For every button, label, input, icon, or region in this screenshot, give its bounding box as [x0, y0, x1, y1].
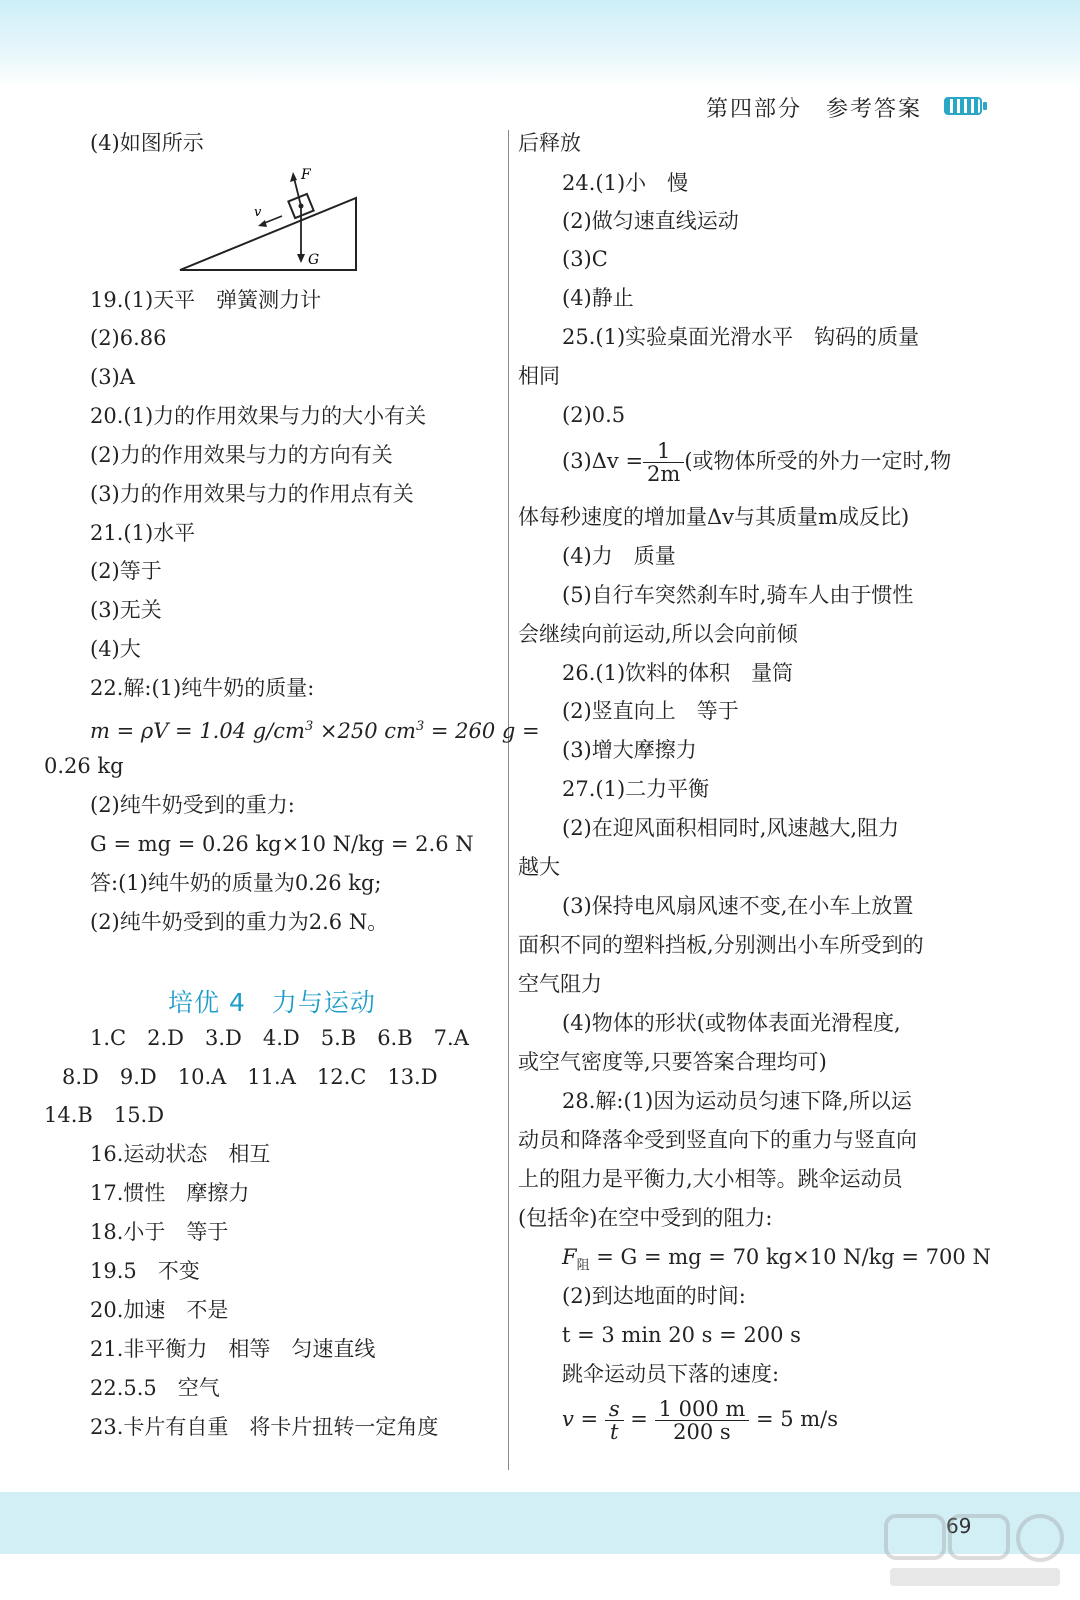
answer-line: 上的阻力是平衡力,大小相等。跳伞运动员 — [518, 1167, 903, 1191]
answer-line: 会继续向前运动,所以会向前倾 — [518, 622, 798, 646]
answer-line: (3)增大摩擦力 — [562, 738, 697, 762]
answer-line: 22.5.5 空气 — [90, 1376, 220, 1400]
answer-line: 18.小于 等于 — [90, 1220, 229, 1244]
answer-line: 后释放 — [518, 131, 581, 155]
answer-line: (2)纯牛奶受到的重力为2.6 N。 — [90, 910, 389, 934]
answer-line: 20.加速 不是 — [90, 1298, 229, 1322]
page-number: 69 — [946, 1514, 972, 1538]
answer-line: 21.非平衡力 相等 匀速直线 — [90, 1337, 376, 1361]
answer-line: (4)物体的形状(或物体表面光滑程度, — [562, 1011, 901, 1035]
answer-line: (包括伞)在空中受到的阻力: — [518, 1206, 773, 1230]
section-title: 培优 4 力与运动 — [168, 988, 376, 1017]
incline-ramp — [180, 198, 356, 270]
force-label: F — [301, 167, 311, 183]
answer-line: 19.5 不变 — [90, 1259, 200, 1283]
answer-line: 面积不同的塑料挡板,分别测出小车所受到的 — [518, 933, 924, 957]
answer-line: 空气阻力 — [518, 972, 602, 996]
answer-line: (2)在迎风面积相同时,风速越大,阻力 — [562, 816, 900, 840]
answer-line: 越大 — [518, 855, 560, 879]
answer-line: 24.(1)小 慢 — [562, 171, 689, 195]
answer-line: 动员和降落伞受到竖直向下的重力与竖直向 — [518, 1128, 917, 1152]
header-band — [0, 0, 1080, 88]
answer-line: (4)力 质量 — [562, 544, 676, 568]
header-title: 第四部分 参考答案 — [706, 97, 923, 122]
answer-line: (2)力的作用效果与力的方向有关 — [90, 443, 393, 467]
answer-line: 1.C 2.D 3.D 4.D 5.B 6.B 7.A — [90, 1026, 469, 1050]
answer-line: 16.运动状态 相互 — [90, 1142, 271, 1166]
answer-line: (2)竖直向上 等于 — [562, 699, 739, 723]
answer-line: 19.(1)天平 弹簧测力计 — [90, 288, 322, 312]
formula-line: $F_阻 = G$ = mg = 70 kg×10 N/kg = 700 N — [562, 1245, 991, 1274]
watermark-logo — [880, 1512, 1070, 1592]
answer-line: (4)大 — [90, 637, 141, 661]
answer-line: 相同 — [518, 364, 560, 388]
answer-line: 体每秒速度的增加量Δv与其质量m成反比) — [518, 505, 910, 529]
formula-line: (3)Δv = $\frac{1}{2m}$ (或物体所受的外力一定时,物 — [562, 439, 952, 486]
velocity-label: v — [254, 205, 262, 220]
answer-line: (3)无关 — [90, 598, 162, 622]
answer-line: (5)自行车突然刹车时,骑车人由于惯性 — [562, 583, 914, 607]
answer-line: (3)A — [90, 365, 135, 389]
answer-line: 8.D 9.D 10.A 11.A 12.C 13.D — [62, 1065, 438, 1089]
answer-line: 20.(1)力的作用效果与力的大小有关 — [90, 404, 427, 428]
answer-line: 23.卡片有自重 将卡片扭转一定角度 — [90, 1415, 439, 1439]
formula-line: v = $\frac{s}{t}$ = $\frac{1 000 m}{200 s}$ = 5 m/s — [562, 1397, 839, 1444]
answer-line: 0.26 kg — [44, 754, 124, 778]
formula-line: G = mg = 0.26 kg×10 N/kg = 2.6 N — [90, 832, 474, 856]
column-divider — [508, 130, 509, 1470]
answer-line: 或空气密度等,只要答案合理均可) — [518, 1050, 827, 1074]
answer-line: (3)C — [562, 247, 608, 271]
answer-line: (2)纯牛奶受到的重力: — [90, 793, 295, 817]
battery-icon — [944, 97, 982, 115]
answer-line: 21.(1)水平 — [90, 521, 196, 545]
answer-line: (4)如图所示 — [90, 131, 204, 155]
answer-line: 28.解:(1)因为运动员匀速下降,所以运 — [562, 1089, 912, 1113]
answer-line: (4)静止 — [562, 286, 634, 310]
answer-line: (2)6.86 — [90, 326, 167, 350]
formula-line: m = ρV = 1.04 $g/cm^3 \times 250$ $cm^3 = 260$ g = — [90, 719, 540, 743]
answer-line: (2)做匀速直线运动 — [562, 209, 739, 233]
answer-line: 27.(1)二力平衡 — [562, 777, 710, 801]
incline-diagram — [170, 160, 370, 276]
answer-line: (3)力的作用效果与力的作用点有关 — [90, 482, 414, 506]
answer-line: (2)到达地面的时间: — [562, 1284, 746, 1308]
gravity-label: G — [308, 252, 320, 268]
formula-line: t = 3 min 20 s = 200 s — [562, 1323, 801, 1347]
answer-line: 17.惯性 摩擦力 — [90, 1181, 250, 1205]
answer-line: (2)0.5 — [562, 403, 626, 427]
answer-line: 25.(1)实验桌面光滑水平 钩码的质量 — [562, 325, 920, 349]
answer-line: 跳伞运动员下落的速度: — [562, 1362, 780, 1386]
answer-line: 答:(1)纯牛奶的质量为0.26 kg; — [90, 871, 382, 895]
answer-line: 14.B 15.D — [44, 1103, 165, 1127]
answer-line: 26.(1)饮料的体积 量筒 — [562, 661, 794, 685]
answer-line: 22.解:(1)纯牛奶的质量: — [90, 676, 315, 700]
answer-line: (2)等于 — [90, 559, 162, 583]
answer-line: (3)保持电风扇风速不变,在小车上放置 — [562, 894, 914, 918]
